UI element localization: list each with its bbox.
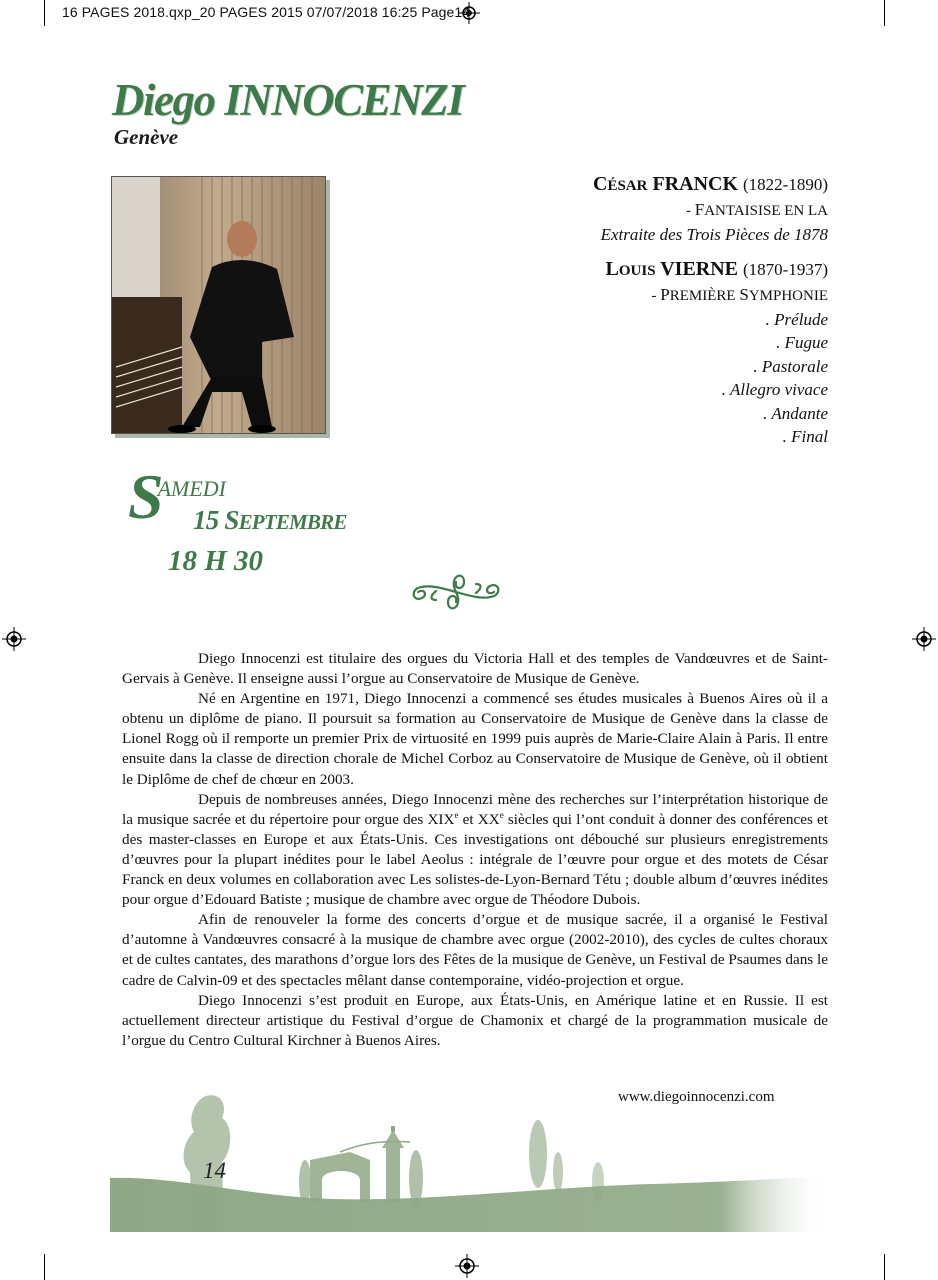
bio-paragraph: Depuis de nombreuses années, Diego Innocenzi mène des recherches sur l’interprétation historique de la musique sacrée et du répertoire pour orgue des XIXe et XXe siècles qui l’ont conduit à donner des conférences et des master-classes en Europe et aux États-Unis. Ces investigations ont débouché sur plusieurs enregistrements d’œuvres pour la plupart inédites pour le label Aeolus : intégrale de l’œuvre pour orgue et des motets de César Franck en deux volumes en collaboration avec Les solistes-de-Lyon-Bernard Tétu ; double album d’œuvres inédites pour orgue d’Edouard Batiste ; musique de chambre avec orgue de Théodore Dubois. <box>122 790 828 909</box>
movement: . Allegro vivace <box>721 380 828 399</box>
movement: . Prélude <box>765 309 828 329</box>
composer-initial: L <box>605 257 619 280</box>
composer-last-name: VIERNE <box>660 257 739 280</box>
composer-franck <box>408 172 828 198</box>
composer-first-name: OUIS <box>618 262 656 279</box>
crop-mark <box>884 0 885 26</box>
ornament-flourish-icon <box>408 566 504 618</box>
artist-name: Diego INNOCENZI <box>112 75 464 125</box>
biography <box>122 649 828 1051</box>
composer-years: (1870-1937) <box>743 259 828 279</box>
page-number: 14 <box>203 1158 226 1183</box>
artist-city: Genève <box>114 125 179 149</box>
movement: . Pastorale <box>753 356 828 376</box>
organist-photo-illustration <box>112 177 325 433</box>
crop-mark <box>44 0 45 26</box>
print-slug: 16 PAGES 2018.qxp_20 PAGES 2015 07/07/2018 16:25 Page14 <box>62 4 471 20</box>
concert-date: 15 SEPTEMBRE <box>193 505 347 535</box>
movement: . Andante <box>763 403 828 423</box>
work-subtitle: Extraite des Trois Pièces de 1878 <box>600 225 828 244</box>
concert-day: SAMEDI <box>128 461 227 532</box>
composer-years: (1822-1890) <box>743 175 828 194</box>
concert-program <box>408 172 828 449</box>
composer-first-name: ÉSAR <box>607 178 648 194</box>
registration-mark-icon <box>455 1254 479 1278</box>
artist-photo <box>111 176 326 434</box>
bio-paragraph: Diego Innocenzi s’est produit en Europe, aux États-Unis, en Amérique latine et en Russie. Il est actuellement directeur artistique du Festival d’orgue de Chamonix et chargé de la programmation musicale de l’orgue du Centro Cultural Kirchner à Buenos Aires. <box>122 991 828 1049</box>
work-title: - FANTAISISE EN LA <box>685 200 828 219</box>
movement: . Final <box>782 427 828 446</box>
work-title: - PREMIÈRE SYMPHONIE <box>651 284 828 304</box>
registration-mark-icon <box>2 627 26 651</box>
composer-last-name: FRANCK <box>652 173 739 195</box>
composer-initial: C <box>593 173 608 195</box>
bio-paragraph: Afin de renouveler la forme des concerts d’orgue et de musique sacrée, il a organisé le Festival d’automne à Vandœuvres consacré à la musique de chambre avec orgue (2002-2010), des cycles de cultes choraux et de cultes cantates, des marathons d’orgue lors des Fêtes de la musique de Genève, un Festival de Psaumes dans le cadre de Calvin-09 et des spectacles mêlant danse contemporaine, vidéo-projection et orgue. <box>122 911 828 989</box>
crop-mark <box>884 1254 885 1280</box>
concert-time: 18 H 30 <box>168 545 264 577</box>
crop-mark <box>44 1254 45 1280</box>
composer-vierne <box>408 257 828 283</box>
website-link[interactable]: www.diegoinnocenzi.com <box>618 1089 775 1105</box>
bio-paragraph: Né en Argentine en 1971, Diego Innocenzi a commencé ses études musicales à Buenos Aires où il a obtenu un diplôme de piano. Il poursuit sa formation au Conservatoire de Musique de Genève dans la classe de Lionel Rogg où il remporte un premier Prix de virtuosité en 1999 puis auprès de Marie-Claire Alain à Paris. Il entre ensuite dans la classe de direction chorale de Michel Corboz au Conservatoire de Musique de Genève, où il obtient le Diplôme de chef de chœur en 2003. <box>122 690 828 788</box>
bio-paragraph: Diego Innocenzi est titulaire des orgues du Victoria Hall et des temples de Vandœuvres et de Saint-Gervais à Genève. Il enseigne aussi l’orgue au Conservatoire de Musique de Genève. <box>122 650 828 688</box>
movement: . Fugue <box>776 333 828 352</box>
registration-mark-icon <box>912 627 936 651</box>
